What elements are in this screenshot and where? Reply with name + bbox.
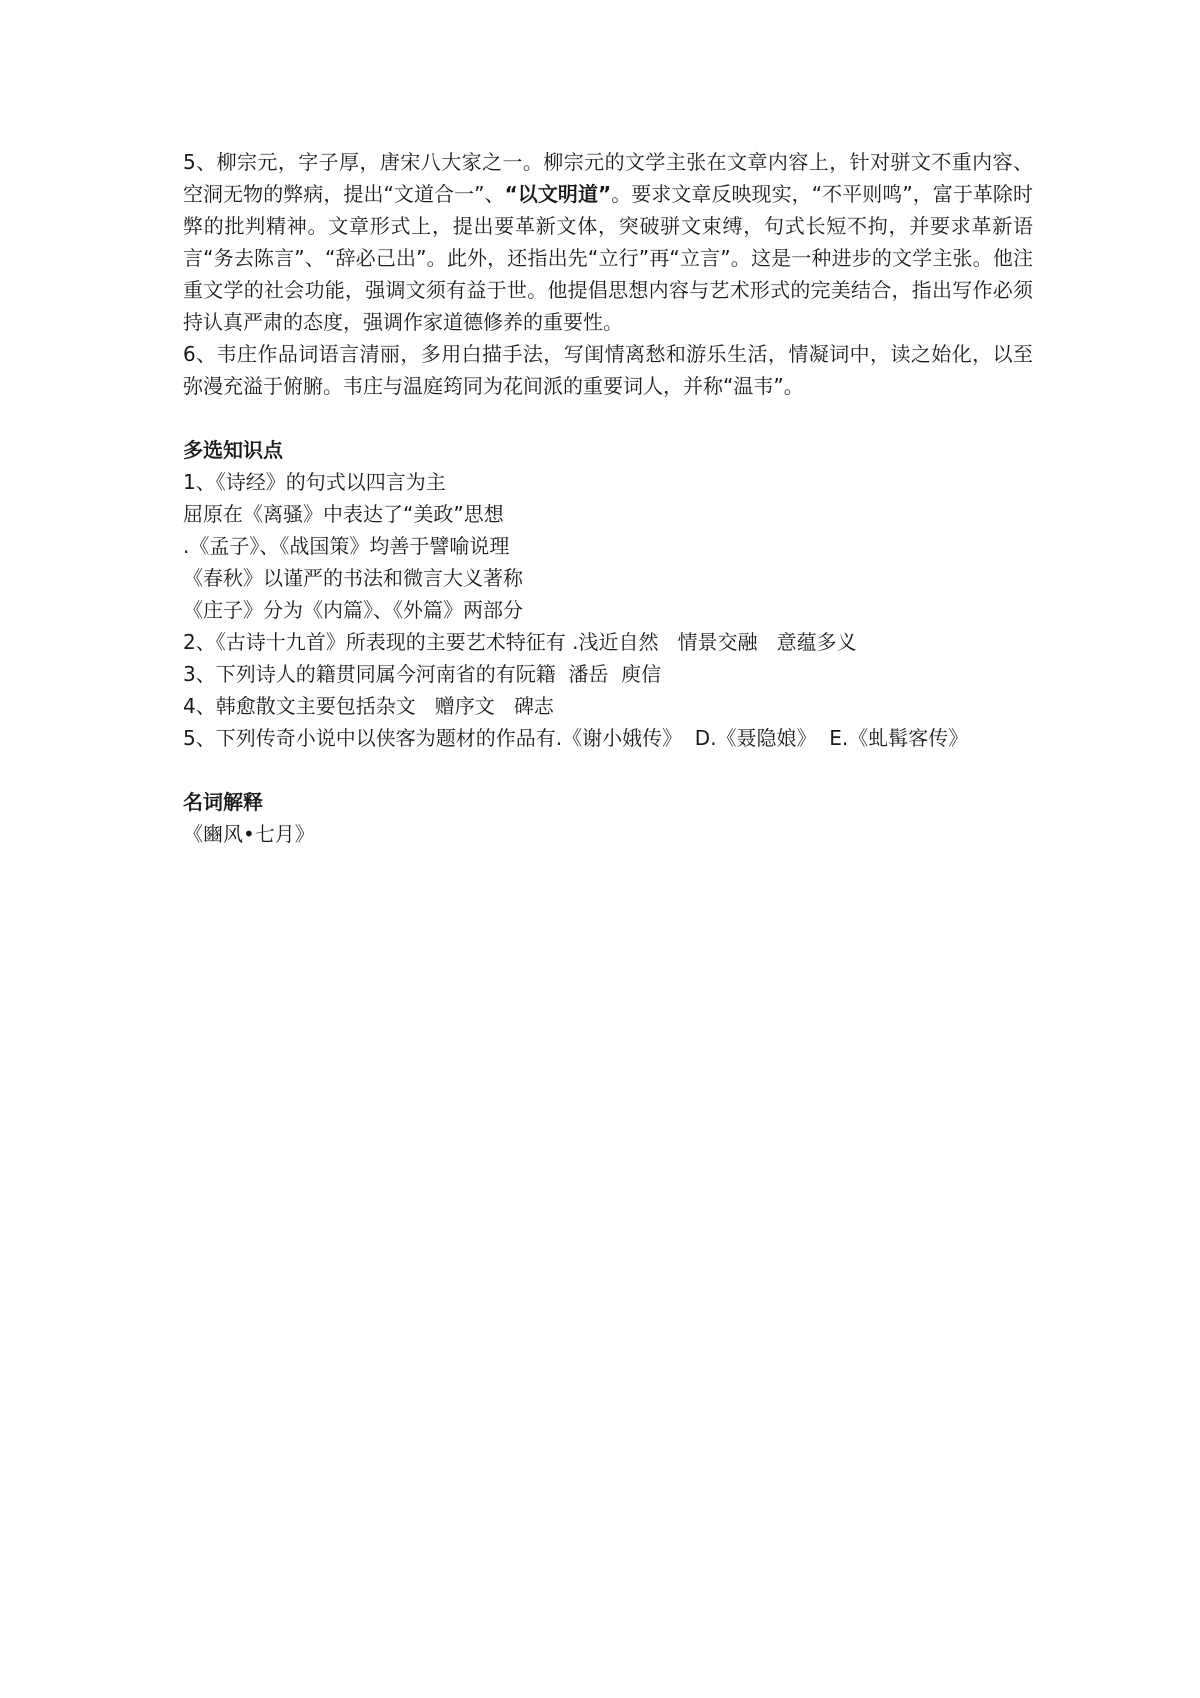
bold-phrase: “以文明道” <box>504 182 612 206</box>
list-item: 《庄子》分为《内篇》、《外篇》两部分 <box>183 598 523 622</box>
section-heading: 名词解释 <box>183 790 263 814</box>
list-item: 2、《古诗十九首》所表现的主要艺术特征有 .浅近自然 情景交融 意蕴多义 <box>183 630 857 654</box>
list-item: 4、韩愈散文主要包括杂文 赠序文 碑志 <box>183 694 554 718</box>
multi-choice-section <box>183 434 1033 754</box>
list-item: 1、《诗经》的句式以四言为主 <box>183 470 446 494</box>
list-item: 5、下列传奇小说中以侠客为题材的作品有.《谢小娥传》 D.《聂隐娘》 E.《虬髯客传》 <box>183 726 969 750</box>
glossary-section <box>183 786 1033 850</box>
section-heading: 多选知识点 <box>183 438 283 462</box>
list-item: .《孟子》、《战国策》均善于譬喻说理 <box>183 534 510 558</box>
list-item: 3、下列诗人的籍贯同属今河南省的有阮籍 潘岳 庾信 <box>183 662 662 686</box>
paragraph-liu-zongyuan <box>183 146 1033 338</box>
paragraph-wei-zhuang: 6、韦庄作品词语言清丽，多用白描手法，写闺情离愁和游乐生活，情凝词中，读之始化，以至弥漫充溢于俯腑。韦庄与温庭筠同为花间派的重要词人，并称“温韦”。 <box>183 342 1033 398</box>
list-item: 屈原在《离骚》中表达了“美政”思想 <box>183 502 504 526</box>
paragraph-text: 。要求文章反映现实，“不平则鸣”，富于革除时弊的批判精神。文章形式上，提出要革新文体，突破骈文束缚，句式长短不拘，并要求革新语言“务去陈言”、“辞必己出”。此外，还指出先“立行”再“立言”。这是一种进步的文学主张。他注重文学的社会功能，强调文须有益于世。他提倡思想内容与艺术形式的完美结合，指出写作必须持认真严肃的态度，强调作家道德修养的重要性。 <box>183 182 1033 334</box>
paragraph-text: 5、柳宗元，字子厚，唐宋八大家之一。柳宗元的文学主张在文章内容上，针对骈文不重内容、空洞无物的弊病，提出“文道合一”、 <box>183 150 1033 206</box>
list-item: 《春秋》以谨严的书法和微言大义著称 <box>183 566 523 590</box>
document-page <box>183 146 1033 850</box>
list-item: 《豳风•七月》 <box>183 822 315 846</box>
